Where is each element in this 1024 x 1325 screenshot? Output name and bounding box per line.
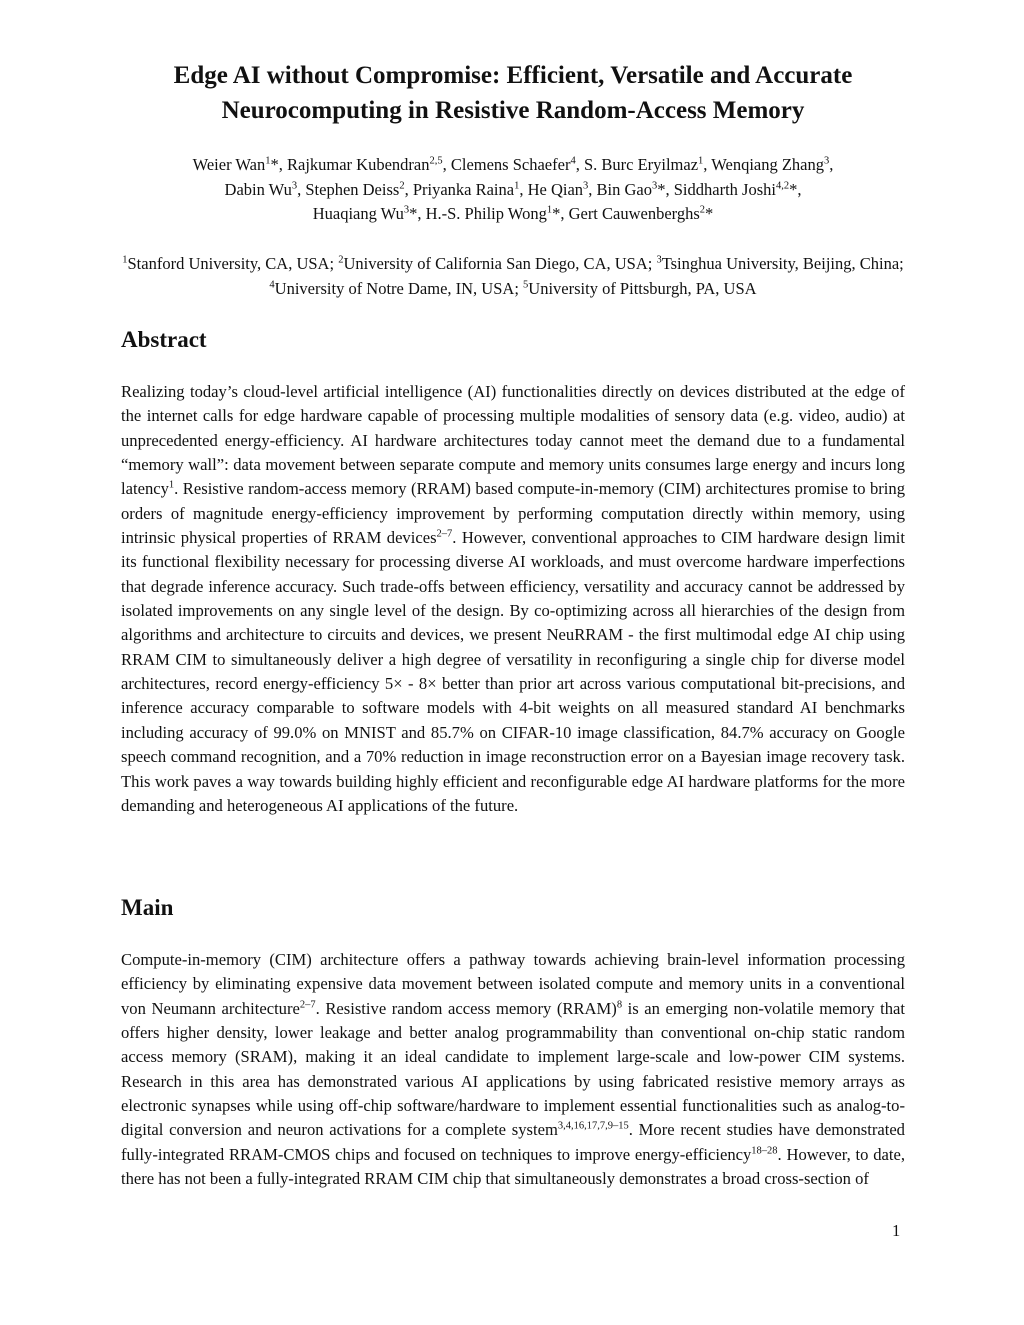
author-separator: ,: [829, 155, 834, 174]
affiliation-text: Stanford University, CA, USA;: [127, 254, 335, 273]
corresponding-mark: *: [552, 204, 561, 223]
author-name: Clemens Schaefer: [450, 155, 571, 174]
author-name: Gert Cauwenberghs: [568, 204, 700, 223]
citation-ref: 2–7: [299, 999, 316, 1011]
main-text: . Resistive random access memory (RRAM): [315, 998, 617, 1018]
abstract-body: [121, 380, 905, 818]
citation-ref: 3,4,16,17,7,9–15: [557, 1120, 629, 1132]
author-name: Rajkumar Kubendran: [286, 155, 430, 174]
affiliation-number: 5: [523, 279, 529, 290]
main-body: [121, 948, 905, 1191]
main-text: Compute-in-memory (CIM) architecture offers a pathway towards achieving brain-level information processing efficiency by eliminating expensive data movement between isolated compute and memory units in a conventional von Neumann architecture: [121, 950, 905, 1018]
author-name: Priyanka Raina: [412, 179, 515, 199]
author-separator: ,: [797, 179, 802, 199]
author-affiliation-mark: 4,2: [775, 180, 790, 191]
corresponding-mark: *: [789, 179, 798, 199]
corresponding-mark: *: [705, 204, 714, 223]
title-line-2: Neurocomputing in Resistive Random-Access Memory: [221, 97, 805, 124]
author-affiliation-mark: 1: [514, 180, 520, 191]
corresponding-mark: *: [657, 179, 666, 199]
author-name: Weier Wan: [192, 155, 266, 174]
author-name: Huaqiang Wu: [312, 204, 404, 223]
main-heading: Main: [121, 895, 174, 920]
author-separator: ,: [404, 179, 413, 199]
main-text: . However, to date, there has not been a fully-integrated RRAM CIM chip that simultaneously demonstrates a broad cross-section of: [121, 1144, 905, 1189]
author-affiliation-mark: 3: [583, 180, 589, 191]
author-affiliation-mark: 3: [824, 155, 830, 167]
abstract-text: . However, conventional approaches to CIM hardware design limit its functional flexibility necessary for processing diverse AI workloads, and must overcome hardware imperfections that degrade inference accuracy. Such trade-offs between efficiency, versatility and accuracy cannot be addressed by isolated improvements on any single level of the design. By co-optimizing across all hierarchies of the design from algorithms and architecture to circuits and devices, we present NeuRRAM - the first multimodal edge AI chip using RRAM CIM to simultaneously deliver a high degree of versatility in reconfiguring a single chip for diverse model architectures, record energy-efficiency 5× - 8× better than prior art across various computational bit-precisions, and inference accuracy comparable to software models with 4-bit weights on all measured standard AI benchmarks including accuracy of 99.0% on MNIST and 85.7% on CIFAR-10 image classification, 84.7% accuracy on Google speech command recognition, and a 70% reduction in image reconstruction error on a Bayesian image recovery task. This work paves a way towards building highly efficient and reconfigurable edge AI hardware platforms for the more demanding and heterogeneous AI applications of the future.: [121, 528, 905, 815]
author-name: He Qian: [527, 179, 584, 199]
affiliation-text: University of California San Diego, CA, USA;: [343, 254, 653, 273]
author-list: [121, 153, 905, 227]
author-affiliation-mark: 2: [699, 204, 706, 216]
corresponding-mark: *: [409, 204, 418, 223]
affiliation-text: Tsinghua University, Beijing, China;: [661, 254, 904, 273]
author-affiliation-mark: 2,5: [429, 155, 443, 167]
author-separator: ,: [703, 155, 712, 174]
citation-ref: 8: [616, 999, 623, 1011]
author-affiliation-mark: 2: [399, 180, 405, 191]
affiliation-text: University of Notre Dame, IN, USA;: [274, 278, 519, 298]
author-affiliation-mark: 1: [698, 155, 704, 167]
author-affiliation-mark: 3: [291, 180, 298, 191]
author-separator: ,: [575, 155, 584, 174]
author-affiliation-mark: 4: [570, 155, 576, 167]
paper-title: [121, 58, 905, 128]
author-name: H.-S. Philip Wong: [425, 204, 547, 223]
author-separator: ,: [417, 204, 426, 223]
author-separator: ,: [519, 179, 528, 199]
corresponding-mark: *: [270, 155, 279, 174]
author-separator: ,: [588, 179, 597, 199]
affiliation-number: 1: [122, 254, 128, 266]
author-name: Dabin Wu: [224, 179, 292, 199]
author-separator: ,: [297, 179, 306, 199]
main-text: is an emerging non-volatile memory that offers higher density, lower leakage and better analog programmability than conventional on-chip static random access memory (SRAM), making it an ideal candidate to implement large-scale and low-power CIM systems. Research in this area has demonstrated various AI applications by using fabricated resistive memory arrays as electronic synapses while using off-chip software/hardware to implement essential functionalities such as analog-to-digital conversion and neuron activations for a complete system: [121, 998, 905, 1140]
affiliation-number: 2: [338, 254, 344, 266]
author-separator: ,: [665, 179, 674, 199]
author-separator: ,: [278, 155, 287, 174]
author-affiliation-mark: 1: [546, 204, 553, 216]
affiliation-list: [121, 252, 905, 301]
author-affiliation-mark: 1: [265, 155, 271, 167]
affiliation-text: University of Pittsburgh, PA, USA: [528, 278, 757, 298]
affiliation-number: 3: [656, 254, 662, 266]
author-name: Siddharth Joshi: [673, 179, 776, 199]
author-name: Wenqiang Zhang: [711, 155, 825, 174]
author-affiliation-mark: 3: [403, 204, 410, 216]
author-separator: ,: [442, 155, 451, 174]
author-affiliation-mark: 3: [652, 180, 658, 191]
citation-ref: 1: [168, 479, 175, 491]
page-number: 1: [892, 1221, 901, 1240]
author-name: Bin Gao: [596, 179, 652, 199]
author-name: Stephen Deiss: [305, 179, 400, 199]
citation-ref: 18–28: [751, 1145, 778, 1157]
author-separator: ,: [560, 204, 569, 223]
main-text: . More recent studies have demonstrated fully-integrated RRAM-CMOS chips and focused on techniques to improve energy-efficiency: [121, 1120, 905, 1164]
abstract-text: . Resistive random-access memory (RRAM) based compute-in-memory (CIM) architectures promise to bring orders of magnitude energy-efficiency improvement by performing computation directly within memory, using intrinsic physical properties of RRAM devices: [121, 479, 905, 548]
abstract-heading: Abstract: [121, 327, 207, 352]
author-name: S. Burc Eryilmaz: [583, 155, 699, 174]
abstract-text: Realizing today’s cloud-level artificial intelligence (AI) functionalities directly on devices distributed at the edge of the internet calls for edge hardware capable of processing multiple modalities of sensory data (e.g. video, audio) at unprecedented energy-efficiency. AI hardware architectures today cannot meet the demand due to a fundamental “memory wall”: data movement between separate compute and memory units consumes large energy and incurs long latency: [121, 382, 905, 499]
citation-ref: 2–7: [436, 528, 453, 540]
title-line-1: Edge AI without Compromise: Efficient, Versatile and Accurate: [173, 62, 853, 89]
affiliation-number: 4: [269, 279, 275, 290]
